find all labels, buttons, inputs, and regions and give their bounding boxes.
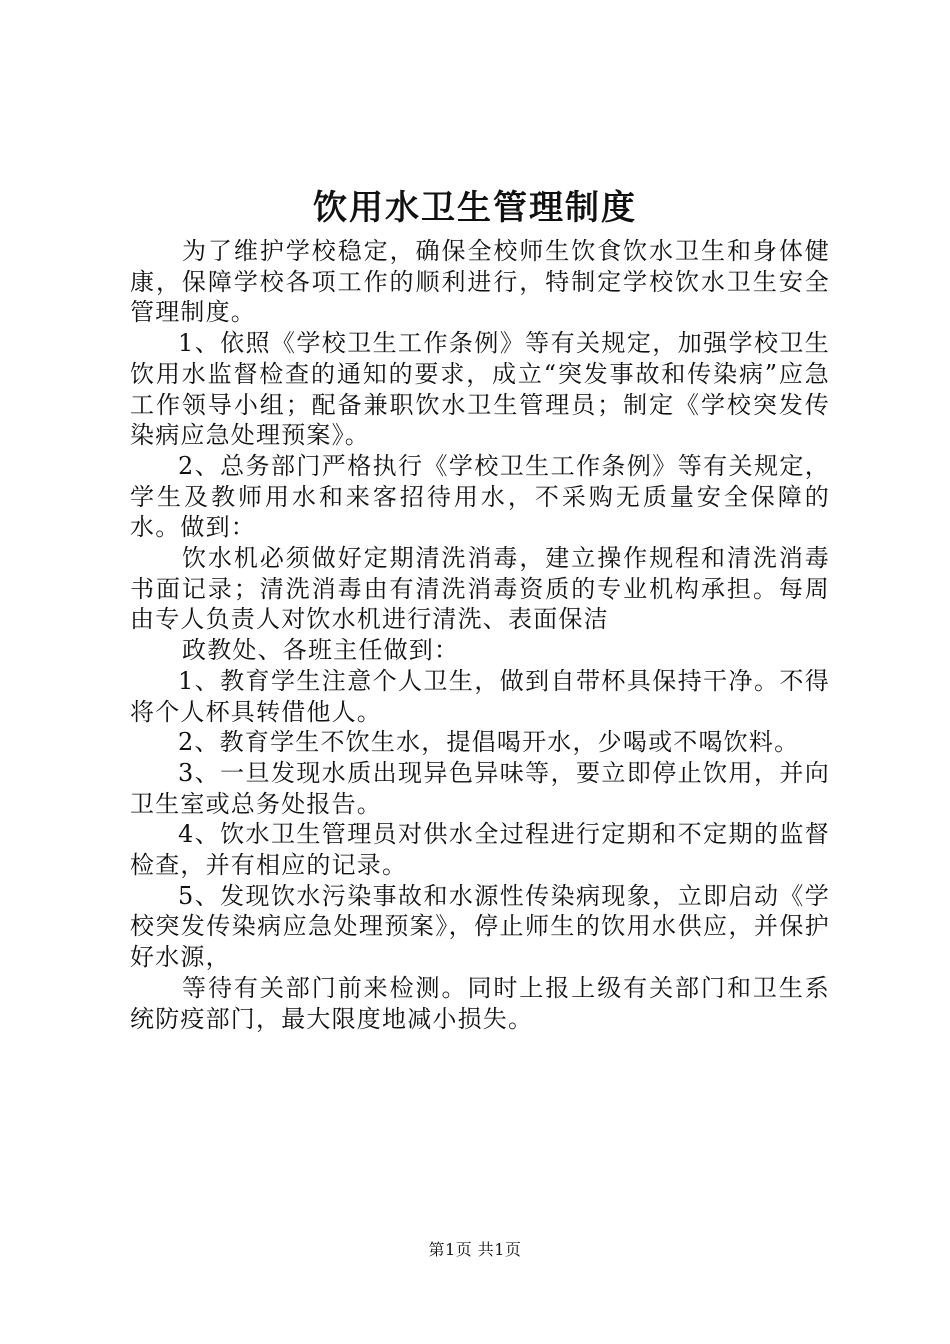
paragraph-edu-1: 1、教育学生注意个人卫生，做到自带杯具保持干净。不得将个人杯具转借他人。 xyxy=(130,666,830,726)
paragraph-intro: 为了维护学校稳定，确保全校师生饮食饮水卫生和身体健康，保障学校各项工作的顺利进行，特制定学校饮水卫生安全管理制度。 xyxy=(130,237,830,327)
paragraph-item-1: 1、依照《学校卫生工作条例》等有关规定，加强学校卫生饮用水监督检查的通知的要求，成立“突发事故和传染病”应急工作领导小组；配备兼职饮水卫生管理员；制定《学校突发传染病应急处理预案》。 xyxy=(130,329,830,450)
paragraph-edu-3: 3、一旦发现水质出现异色异味等，要立即停止饮用，并向卫生室或总务处报告。 xyxy=(130,758,830,818)
paragraph-item-2: 2、总务部门严格执行《学校卫生工作条例》等有关规定，学生及教师用水和来客招待用水，不采购无质量安全保障的水。做到： xyxy=(130,451,830,542)
paragraph-edu-5: 5、发现饮水污染事故和水源性传染病现象，立即启动《学校突发传染病应急处理预案》，停止师生的饮用水供应，并保护好水源， xyxy=(130,881,830,972)
paragraph-political-office: 政教处、各班主任做到： xyxy=(182,636,460,665)
paragraph-edu-4: 4、饮水卫生管理员对供水全过程进行定期和不定期的监督检查，并有相应的记录。 xyxy=(130,820,830,880)
page-footer: 第1页 共1页 xyxy=(428,1240,522,1259)
document-body xyxy=(130,236,830,1034)
paragraph-dispenser: 饮水机必须做好定期清洗消毒，建立操作规程和清洗消毒书面记录；清洗消毒由有清洗消毒资质的专业机构承担。每周由专人负责人对饮水机进行清洗、表面保洁 xyxy=(130,544,830,634)
paragraph-closing: 等待有关部门前来检测。同时上报上级有关部门和卫生系统防疫部门，最大限度地减小损失。 xyxy=(130,973,830,1033)
paragraph-edu-2: 2、教育学生不饮生水，提倡喝开水，少喝或不喝饮料。 xyxy=(178,728,800,757)
document-title: 饮用水卫生管理制度 xyxy=(313,188,637,228)
